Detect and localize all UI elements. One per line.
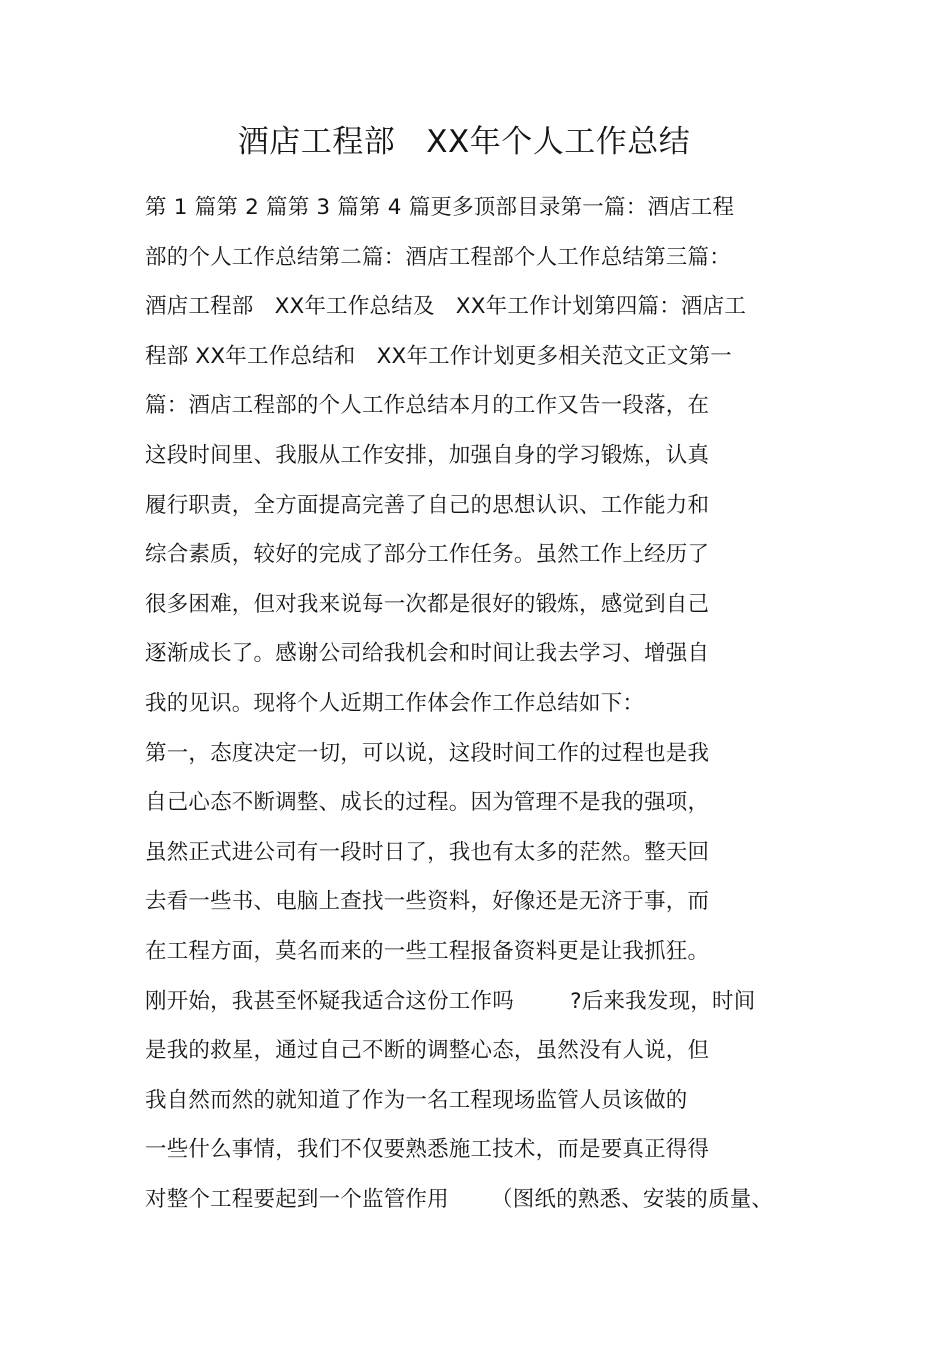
- body-line: 第 1 篇第 2 篇第 3 篇第 4 篇更多顶部目录第一篇：酒店工程: [145, 195, 735, 220]
- body-line: 在工程方面，莫名而来的一些工程报备资料更是让我抓狂。: [145, 938, 710, 964]
- body-line: 我的见识。现将个人近期工作体会作工作总结如下：: [145, 690, 645, 716]
- body-line: 部的个人工作总结第二篇：酒店工程部个人工作总结第三篇：: [145, 244, 731, 270]
- body-line: 虽然正式进公司有一段时日了，我也有太多的茫然。整天回: [145, 839, 710, 865]
- document-body: [145, 183, 805, 1224]
- body-line: 很多困难，但对我来说每一次都是很好的锻炼，感觉到自己: [145, 591, 710, 617]
- body-line: 履行职责，全方面提高完善了自己的思想认识、工作能力和: [145, 492, 710, 518]
- body-line: 逐渐成长了。感谢公司给我机会和时间让我去学习、增强自: [145, 641, 710, 667]
- body-line: 自己心态不断调整、成长的过程。因为管理不是我的强项，: [145, 790, 710, 816]
- body-line: 篇：酒店工程部的个人工作总结本月的工作又告一段落，在: [145, 393, 710, 419]
- body-line: 这段时间里、我服从工作安排，加强自身的学习锻炼，认真: [145, 442, 710, 468]
- document-title: 酒店工程部 XX年个人工作总结: [237, 124, 691, 160]
- body-line: 是我的救星，通过自己不断的调整心态，虽然没有人说，但: [145, 1038, 710, 1064]
- body-line: 我自然而然的就知道了作为一名工程现场监管人员该做的: [145, 1087, 688, 1113]
- body-line: 第一，态度决定一切，可以说，这段时间工作的过程也是我: [145, 740, 710, 766]
- body-line: 酒店工程部 XX年工作总结及 XX年工作计划第四篇：酒店工: [145, 294, 747, 320]
- body-line: 一些什么事情，我们不仅要熟悉施工技术，而是要真正得得: [145, 1137, 710, 1163]
- body-line: 对整个工程要起到一个监管作用 （图纸的熟悉、安装的质量、: [145, 1186, 774, 1212]
- body-line: 程部 XX年工作总结和 XX年工作计划更多相关范文正文第一: [145, 343, 732, 369]
- body-line: 刚开始，我甚至怀疑我适合这份工作吗 ?后来我发现，时间: [145, 988, 756, 1014]
- body-line: 去看一些书、电脑上查找一些资料，好像还是无济于事，而: [145, 889, 710, 915]
- body-line: 综合素质，较好的完成了部分工作任务。虽然工作上经历了: [145, 542, 710, 568]
